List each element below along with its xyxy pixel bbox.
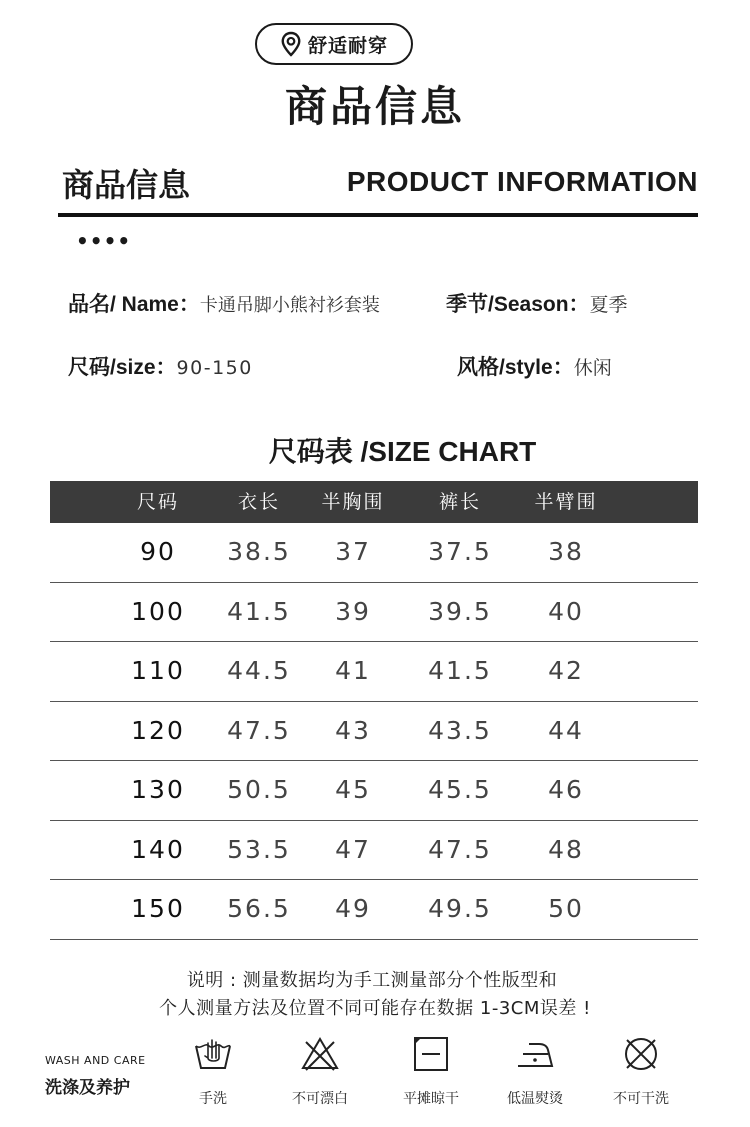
hand-wash-icon (193, 1034, 233, 1074)
table-row (50, 880, 698, 940)
info-season-value: 夏季 (589, 294, 628, 316)
cell-length: 50.5 (227, 775, 291, 804)
badge-text: 舒适耐穿 (307, 34, 388, 57)
cell-size: 100 (131, 596, 185, 626)
info-name (68, 288, 380, 318)
cell-size: 150 (131, 894, 185, 923)
care-item-no-dry-clean (601, 1034, 681, 1108)
info-season (446, 288, 628, 318)
info-style-key: 风格/style： (457, 356, 574, 379)
cell-length: 53.5 (227, 834, 291, 864)
table-row (50, 702, 698, 762)
feature-badge (255, 23, 413, 65)
care-item-low-iron (495, 1034, 575, 1108)
header-half-arm: 半臂围 (534, 491, 598, 513)
cell-pants-length: 37.5 (428, 537, 492, 566)
header-size: 尺码 (136, 491, 179, 513)
cell-half-arm: 42 (548, 656, 584, 685)
cell-pants-length: 43.5 (428, 715, 492, 745)
header-half-chest: 半胸围 (321, 491, 385, 513)
cell-half-chest: 41 (335, 656, 371, 685)
info-style (457, 351, 612, 381)
care-item-dry-flat (391, 1034, 471, 1108)
cell-half-chest: 39 (335, 596, 371, 626)
dry-flat-shade-icon (411, 1034, 451, 1074)
size-table (50, 481, 698, 940)
cell-half-chest: 43 (335, 715, 371, 745)
cell-half-chest: 49 (335, 894, 371, 923)
cell-half-arm: 50 (548, 894, 584, 923)
cell-half-arm: 46 (548, 775, 584, 804)
table-row (50, 583, 698, 643)
cell-half-arm: 44 (548, 715, 584, 745)
cell-size: 90 (140, 537, 176, 566)
care-label: 手洗 (199, 1091, 227, 1107)
care-label: 低温熨烫 (507, 1091, 563, 1107)
measurement-note-line1: 说明 : 测量数据均为手工测量部分个性版型和 (186, 970, 558, 991)
no-bleach-icon (300, 1034, 340, 1074)
cell-size: 140 (131, 834, 185, 864)
table-row (50, 642, 698, 702)
info-name-key: 品名/ Name： (68, 293, 200, 316)
cell-length: 56.5 (227, 894, 291, 923)
wash-care-title-cn: 洗涤及养护 (45, 1078, 130, 1098)
cell-half-arm: 40 (548, 596, 584, 626)
size-chart-title: 尺码表 /SIZE CHART (268, 436, 537, 467)
size-table-header (50, 481, 698, 523)
wash-care-title-en: WASH AND CARE (45, 1054, 146, 1067)
cell-half-arm: 38 (548, 537, 584, 566)
table-row (50, 523, 698, 583)
location-pin-icon (280, 31, 302, 57)
cell-half-chest: 45 (335, 775, 371, 804)
cell-half-arm: 48 (548, 834, 584, 864)
info-season-key: 季节/Season： (446, 293, 590, 316)
info-name-value: 卡通吊脚小熊衬衫套装 (199, 295, 380, 316)
table-row (50, 761, 698, 821)
no-dry-clean-icon (621, 1034, 661, 1074)
care-label: 平摊晾干 (403, 1091, 459, 1107)
care-label: 不可干洗 (613, 1091, 669, 1107)
cell-pants-length: 49.5 (428, 894, 492, 923)
cell-pants-length: 47.5 (428, 834, 492, 864)
cell-size: 120 (131, 715, 185, 745)
header-pants-length: 裤长 (438, 491, 481, 513)
cell-length: 38.5 (227, 537, 291, 566)
measurement-note-line2: 个人测量方法及位置不同可能存在数据 1-3CM误差 ! (159, 998, 591, 1019)
info-size-key: 尺码/size： (68, 356, 177, 379)
info-size (68, 351, 253, 381)
section-title-en: PRODUCT INFORMATION (346, 166, 698, 197)
cell-pants-length: 39.5 (428, 596, 492, 626)
cell-half-chest: 47 (335, 834, 371, 864)
cell-length: 47.5 (227, 715, 291, 745)
cell-size: 110 (131, 656, 185, 685)
table-row (50, 821, 698, 881)
cell-length: 41.5 (227, 596, 291, 626)
section-divider (58, 213, 698, 217)
decorative-dots: •••• (76, 229, 132, 253)
cell-half-chest: 37 (335, 537, 371, 566)
info-size-value: 90-150 (176, 357, 253, 379)
page-title: 商品信息 (284, 82, 465, 131)
cell-pants-length: 45.5 (428, 775, 492, 804)
low-temp-iron-icon (515, 1034, 555, 1074)
cell-pants-length: 41.5 (428, 656, 492, 685)
section-title-cn: 商品信息 (62, 166, 191, 204)
info-style-value: 休闲 (573, 357, 612, 379)
care-item-no-bleach (280, 1034, 360, 1108)
care-item-hand-wash (173, 1034, 253, 1108)
cell-length: 44.5 (227, 656, 291, 685)
cell-size: 130 (131, 775, 185, 804)
care-label: 不可漂白 (292, 1091, 348, 1107)
header-length: 衣长 (237, 491, 280, 513)
